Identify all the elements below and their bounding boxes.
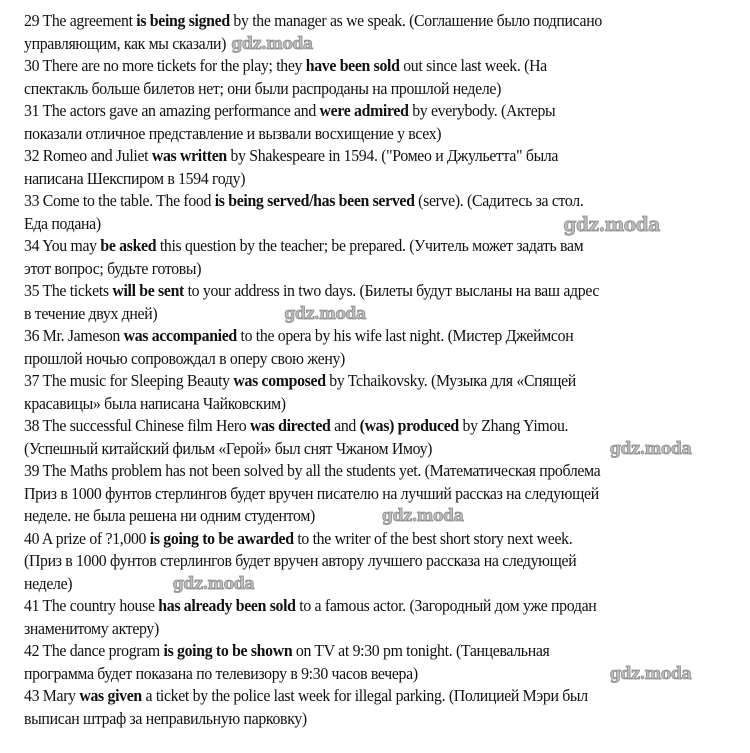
text-segment: Приз в 1000 фунтов стерлингов будет вручен писателю на лучший рассказ на следующей (24, 483, 599, 503)
text-segment: 41 The country house (24, 596, 159, 615)
text-segment: 42 The dance program (24, 641, 164, 660)
text-segment: to your address in two days. (Билеты будут высланы на ваш адрес (183, 281, 600, 300)
text-segment: 31 The actors gave an amazing performance and (24, 101, 320, 120)
text-segment: by Shakespeare in 1594. ("Ромео и Джульетта" была (226, 146, 559, 165)
text-line (24, 303, 602, 326)
text-line (24, 415, 602, 438)
text-segment: by Tchaikovsky. (Музыка для «Спящей (325, 371, 576, 390)
text-line (24, 595, 602, 618)
text-line (24, 348, 602, 371)
text-segment: (Приз в 1000 фунтов стерлингов будет вручен автору лучшего рассказа на следующей (24, 551, 577, 570)
answer-verb: was given (79, 686, 142, 705)
text-line (24, 438, 692, 461)
text-line (24, 78, 602, 101)
text-line (24, 123, 602, 146)
answer-verb: be asked (100, 236, 157, 255)
text-line (24, 325, 602, 348)
text-segment: знаменитому актеру) (24, 618, 159, 638)
text-line (24, 33, 602, 56)
answer-verb: will be sent (112, 281, 184, 300)
text-segment: 34 You may (24, 236, 101, 255)
text-segment: (serve). (Садитесь за стол. (414, 191, 584, 210)
text-segment: to the opera by his wife last night. (Мистер Джеймсон (236, 326, 574, 345)
text-line (24, 460, 602, 483)
text-segment: 39 The Maths problem has not been solved by all the students yet. (Математическая проблема (24, 461, 601, 480)
text-segment: написана Шекспиром в 1594 году) (24, 168, 246, 188)
text-segment: to a famous actor. (Загородный дом уже продан (295, 596, 597, 615)
answer-verb: were admired (319, 101, 409, 120)
text-line (24, 393, 602, 416)
text-line (24, 618, 602, 641)
text-segment: 30 There are no more tickets for the play; they (24, 56, 306, 75)
text-segment: управляющим, как мы сказали) (24, 33, 227, 53)
text-line (24, 528, 602, 551)
text-segment: неделе. не была решена ни одним студентом) (24, 506, 315, 525)
text-segment: 40 A prize of ?1,000 (24, 528, 150, 548)
text-line (24, 168, 602, 191)
answer-verb: (was) produced (359, 416, 459, 435)
text-line (24, 505, 602, 528)
text-line (24, 708, 602, 731)
text-line (24, 258, 602, 281)
text-segment: by everybody. (Актеры (408, 101, 556, 120)
text-line (24, 100, 602, 123)
answer-verb: was composed (233, 371, 326, 390)
text-segment: в течение двух дней) (24, 303, 158, 323)
answer-verb: has already been sold (158, 596, 296, 615)
watermark: gdz.moda (231, 33, 313, 54)
answer-verb: is going to be awarded (149, 528, 294, 548)
answer-verb: was directed (249, 416, 331, 435)
text-segment: by Zhang Yimou. (458, 416, 569, 435)
watermark: gdz.moda (563, 211, 660, 236)
answer-verb: have been sold (305, 56, 400, 75)
text-segment: 32 Romeo and Juliet (24, 146, 152, 165)
text-segment: выписан штраф за неправильную парковку) (24, 708, 307, 728)
text-segment: (Успешный китайский фильм «Герой» был снят Чжаном Имоу) (24, 438, 433, 458)
watermark: gdz.moda (284, 303, 366, 324)
text-line (24, 550, 602, 573)
text-line (24, 685, 602, 708)
text-segment: by the manager as we speak. (Соглашение было подписано (229, 11, 602, 30)
text-segment: 33 Come to the table. The food (24, 191, 215, 210)
text-segment: программа будет показана по телевизору в 9:30 часов вечера) (24, 663, 418, 683)
text-segment: to the writer of the best short story next week. (293, 528, 573, 548)
text-segment: 43 Mary (24, 686, 80, 705)
watermark: gdz.moda (609, 438, 692, 459)
answer-verb: is being served/has been served (214, 191, 415, 210)
text-segment: 37 The music for Sleeping Beauty (24, 371, 234, 390)
text-segment: спектакль больше билетов нет; они были распроданы на прошлой неделе) (24, 78, 502, 98)
text-segment: красавицы» была написана Чайковским) (24, 393, 286, 413)
watermark: gdz.moda (382, 506, 464, 526)
answer-verb: is being signed (136, 11, 230, 30)
text-line (24, 280, 602, 303)
text-segment: 36 Mr. Jameson (24, 326, 124, 345)
text-line (24, 663, 692, 686)
text-line (24, 55, 602, 78)
text-segment: прошлой ночью сопровождал в оперу свою жену) (24, 348, 346, 368)
text-segment: out since last week. (На (399, 56, 547, 75)
text-line (24, 190, 602, 213)
answer-verb: was written (151, 146, 227, 165)
text-segment: показали отличное представление и вызвали восхищение у всех) (24, 123, 442, 143)
answer-verb: was accompanied (123, 326, 237, 345)
text-segment: 35 The tickets (24, 281, 113, 300)
text-line (24, 10, 602, 33)
text-segment: and (330, 416, 360, 435)
text-line (24, 211, 660, 236)
text-line (24, 235, 602, 258)
text-line (24, 145, 602, 168)
text-segment: Еда подана) (24, 213, 101, 233)
text-segment: this question by the teacher; be prepared. (Учитель может задать вам (156, 236, 584, 255)
watermark: gdz.moda (609, 663, 692, 684)
answer-verb: is going to be shown (163, 641, 293, 660)
text-segment: a ticket by the police last week for illegal parking. (Полицией Мэри был (141, 686, 588, 705)
text-segment: этот вопрос; будьте готовы) (24, 258, 202, 278)
text-line (24, 483, 602, 506)
text-line (24, 370, 602, 393)
text-segment: 29 The agreement (24, 11, 137, 30)
text-segment: 38 The successful Chinese film Hero (24, 416, 250, 435)
text-segment: on TV at 9:30 pm tonight. (Танцевальная (292, 641, 550, 660)
text-line (24, 640, 602, 663)
exercise-answers (24, 10, 692, 730)
text-segment: неделе) (24, 573, 73, 593)
text-line (24, 573, 602, 596)
watermark: gdz.moda (172, 573, 255, 594)
